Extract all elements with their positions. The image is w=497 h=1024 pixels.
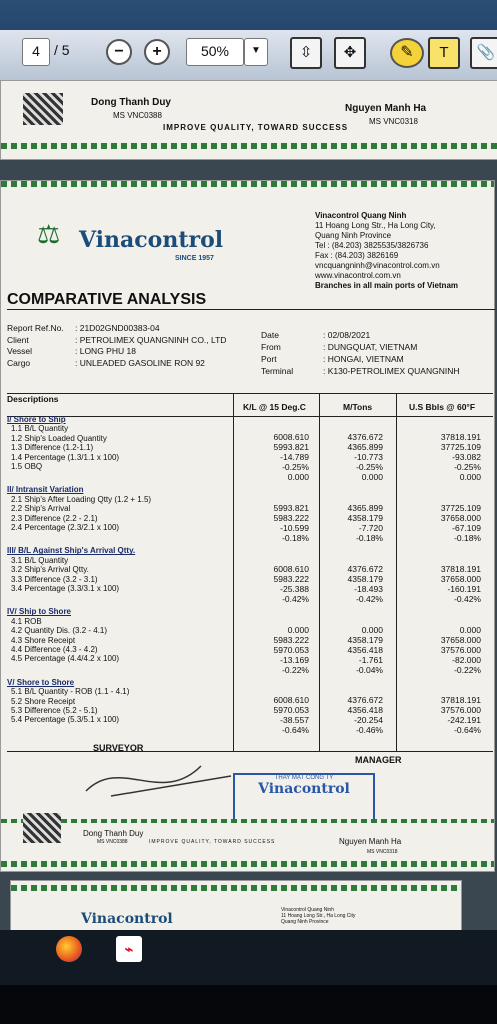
row-description: 4.1 ROB [11,616,42,626]
value-mt: 4376.672 [347,432,383,443]
row-description: 2.2 Ship's Arrival [11,504,71,514]
value-mt: 4376.672 [347,563,383,574]
page-border-band [1,861,494,867]
header-bbl: U.S Bbls @ 60°F [409,402,476,412]
footer-slogan: IMPROVE QUALITY, TOWARD SUCCESS [149,839,276,845]
company-info [315,211,493,291]
value-bbl: 37658.000 [440,634,481,645]
row-description: 1.5 OBQ [11,462,43,471]
next-company-addr2: Quang Ninh Province [281,919,329,925]
value-bbl: -0.18% [454,532,481,543]
company-name: Vinacontrol Quang Ninh [315,211,407,220]
value-kl: 6008.610 [273,695,309,706]
fit-page-icon: ⇳ [299,44,313,61]
value-mt: 0.000 [361,472,383,483]
value-mt: -7.720 [358,522,383,533]
row-description: 1.2 Ship's Loaded Quantity [11,433,107,443]
value-mt: 4358.179 [347,512,383,523]
zoom-dropdown-button[interactable] [244,38,268,66]
value-kl: 6008.610 [273,563,309,574]
meta-key: Client [7,334,29,345]
value-bbl: 37725.109 [440,502,481,513]
company-address-2: Quang Ninh Province [315,231,392,240]
value-bbl: 37576.000 [440,705,481,716]
value-mt: 4376.672 [347,695,383,706]
surveyor-signature [81,756,241,806]
section-title: I/ Shore to Ship [7,415,66,424]
header-kl: K/L @ 15 Deg.C [243,402,306,412]
section-title: III/ B/L Against Ship's Arrival Qtty. [7,546,136,556]
company-logo: Vinacontrol [79,227,224,253]
firefox-icon[interactable] [56,936,82,962]
row-description: 5.1 B/L Quantity - ROB (1.1 - 4.1) [11,687,130,697]
table-bottom-line [7,751,493,752]
value-mt: -18.493 [354,583,383,594]
row-description: 3.2 Ship's Arrival Qtty. [11,565,89,575]
value-mt: -0.42% [356,593,383,604]
value-bbl: 0.000 [459,624,481,635]
highlight-button[interactable] [428,37,460,69]
meta-key: Terminal [261,366,294,376]
next-page-company [281,907,355,925]
value-mt: 4356.418 [347,705,383,716]
meta-value: : K130-PETROLIMEX QUANGNINH [323,366,460,376]
qr-code-icon [23,813,61,843]
fit-page-button[interactable] [290,37,322,69]
row-description: 4.3 Shore Receipt [11,635,76,645]
header-mt: M/Tons [343,402,373,412]
value-kl: 5993.821 [273,502,309,513]
page-total: / 5 [54,42,70,58]
minus-icon: − [114,43,124,60]
meta-left [7,323,226,369]
fit-width-button[interactable] [334,37,366,69]
company-branches: Branches in all main ports of Vietnam [315,281,458,290]
vinacontrol-logo-icon: ⚖ [37,219,61,249]
value-mt: 4365.899 [347,442,383,453]
footer-right-signer: Nguyen Manh Ha [339,837,402,846]
row-description: 1.1 B/L Quantity [11,424,69,434]
value-kl: 6008.610 [273,432,309,443]
value-kl: 5970.053 [273,705,309,716]
value-kl: -0.42% [282,593,309,604]
value-mt: -0.18% [356,532,383,543]
row-description: 4.2 Quantity Dis. (3.2 - 4.1) [11,626,108,636]
pdf-toolbar [0,30,497,80]
previous-page [0,80,497,160]
footer-left-signer: Dong Thanh Duy [83,829,144,838]
document-page [0,180,495,872]
row-description: 3.1 B/L Quantity [11,555,69,565]
value-kl: -10.599 [280,522,309,533]
next-company-name: Vinacontrol Quang Ninh [281,907,334,913]
row-description: 4.4 Difference (4.3 - 4.2) [11,645,98,654]
comment-button[interactable] [390,38,424,68]
value-kl: -0.25% [282,462,309,473]
value-kl: -25.388 [280,583,309,594]
surveyor-label: SURVEYOR [93,743,144,753]
footer-right-id: MS VNC0318 [367,849,398,855]
value-bbl: 37818.191 [440,695,481,706]
meta-key: Cargo [7,357,31,368]
value-bbl: -0.25% [454,462,481,473]
value-mt: -1.761 [358,654,383,665]
value-bbl: -0.22% [454,664,481,675]
value-bbl: 37818.191 [440,432,481,443]
value-kl: -0.18% [282,532,309,543]
taskbar [0,930,497,985]
value-bbl: -242.191 [447,715,481,726]
comment-icon: ✎ [400,44,414,61]
prev-right-id: MS VNC0318 [369,117,418,126]
zoom-level-field[interactable]: 50% [186,38,244,66]
plus-icon: + [152,43,162,60]
meta-value: : DUNGQUAT, VIETNAM [323,342,418,352]
value-mt: -0.25% [356,462,383,473]
value-mt: -0.46% [356,725,383,736]
value-mt: -10.773 [354,452,383,463]
prev-slogan: IMPROVE QUALITY, TOWARD SUCCESS [163,123,349,132]
value-kl: 5993.821 [273,442,309,453]
section-title: IV/ Ship to Shore [7,607,72,617]
meta-value: : 21D02GND00383-04 [75,323,160,333]
value-mt: 4358.179 [347,634,383,645]
value-bbl: -0.64% [454,725,481,736]
meta-value: : UNLEADED GASOLINE RON 92 [75,357,205,368]
table-header [7,393,493,417]
company-email: vncquangninh@vinacontrol.com.vn [315,261,440,270]
meta-value: : HONGAI, VIETNAM [323,354,404,364]
value-kl: 5970.053 [273,644,309,655]
company-address-1: 11 Hoang Long Str., Ha Long City, [315,221,436,230]
acrobat-icon[interactable]: ⌁ [116,936,142,962]
row-description: 1.4 Percentage (1.3/1.1 x 100) [11,452,120,462]
meta-key: Report Ref.No. [7,323,64,333]
fit-width-icon: ✥ [343,44,357,61]
value-bbl: -93.082 [452,452,481,463]
header-descriptions: Descriptions [7,394,59,404]
value-bbl: -82.000 [452,654,481,665]
value-kl: -0.22% [282,664,309,675]
value-bbl: 37658.000 [440,512,481,523]
screen-bezel [0,985,497,1024]
next-company-addr1: 11 Hoang Long Str., Ha Long City [281,913,356,919]
prev-left-id: MS VNC0388 [113,111,162,120]
attach-icon: 📎 [476,44,496,61]
value-kl: -38.557 [280,715,309,726]
row-description: 3.4 Percentage (3.3/3.1 x 100) [11,584,120,593]
prev-left-signer: Dong Thanh Duy [91,97,171,108]
value-mt: 4358.179 [347,573,383,584]
since-label: SINCE 1957 [175,255,214,262]
meta-value: : LONG PHU 18 [75,346,136,356]
page-border-band [1,143,497,149]
row-description: 5.4 Percentage (5.3/5.1 x 100) [11,715,120,725]
value-mt: 4356.418 [347,644,383,655]
stamp-top-text: THAY MẶT CÔNG TY [274,775,334,781]
value-bbl: 37818.191 [440,563,481,574]
value-kl: 5983.222 [273,634,309,645]
value-bbl: 37576.000 [440,644,481,655]
row-description: 2.3 Difference (2.2 - 2.1) [11,513,98,523]
zoom-out-button[interactable] [106,39,132,65]
attach-button[interactable] [470,37,497,69]
prev-right-signer: Nguyen Manh Ha [345,103,427,114]
value-bbl: 37725.109 [440,442,481,453]
value-mt: -0.04% [356,664,383,675]
value-kl: 5983.222 [273,512,309,523]
section-title: V/ Shore to Shore [7,677,75,687]
value-kl: -14.789 [280,452,309,463]
value-bbl: -160.191 [447,583,481,594]
value-kl: 0.000 [287,472,309,483]
section-title: II/ Intransit Variation [7,485,84,495]
value-bbl: -67.109 [452,522,481,533]
qr-code-icon [23,93,63,125]
company-fax: Fax : (84.203) 3826169 [315,251,399,260]
company-tel: Tel : (84.203) 3825535/3826736 [315,241,429,250]
row-description: 2.4 Percentage (2.3/2.1 x 100) [11,523,120,532]
value-kl: 5983.222 [273,573,309,584]
footer-left-id: MS VNC0388 [97,839,128,845]
next-page-logo: Vinacontrol [81,911,173,927]
row-description: 1.3 Difference (1.2-1.1) [11,443,94,453]
value-bbl: -0.42% [454,593,481,604]
meta-key: Port [261,354,277,364]
meta-value: : 02/08/2021 [323,330,371,340]
row-description: 5.3 Difference (5.2 - 5.1) [11,706,98,715]
page-number-input[interactable]: 4 [22,38,50,66]
manager-label: MANAGER [355,755,402,765]
document-title: COMPARATIVE ANALYSIS [7,291,495,310]
highlight-icon: T [439,44,449,61]
dropdown-icon: ▼ [251,45,261,56]
row-description: 2.1 Ship's After Loading Qtty (1.2 + 1.5) [11,494,152,504]
company-web: www.vinacontrol.com.vn [315,271,401,280]
zoom-in-button[interactable] [144,39,170,65]
company-stamp [233,773,375,821]
row-description: 5.2 Shore Receipt [11,696,76,706]
value-kl: -0.64% [282,725,309,736]
value-bbl: 0.000 [459,472,481,483]
stamp-logo: Vinacontrol [258,781,350,797]
row-description: 4.5 Percentage (4.4/4.2 x 100) [11,654,120,664]
value-kl: -13.169 [280,654,309,665]
page-border-band [1,181,494,187]
value-bbl: 37658.000 [440,573,481,584]
page-border-band [11,885,461,891]
page-border-band [1,819,494,823]
value-mt: 0.000 [361,624,383,635]
meta-key: Date [261,330,279,340]
meta-key: From [261,342,281,352]
value-kl: 0.000 [287,624,309,635]
meta-right [261,329,460,377]
value-mt: 4365.899 [347,502,383,513]
value-mt: -20.254 [354,715,383,726]
meta-value: : PETROLIMEX QUANGNINH CO., LTD [75,334,227,345]
meta-key: Vessel [7,346,33,356]
row-description: 3.3 Difference (3.2 - 3.1) [11,574,98,584]
